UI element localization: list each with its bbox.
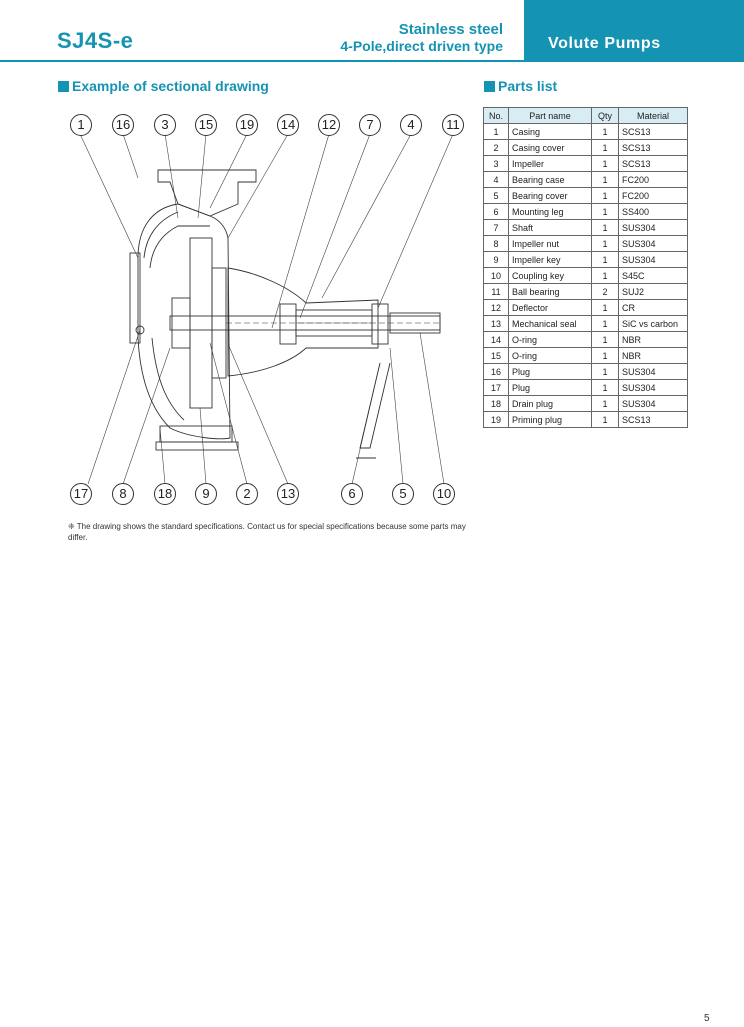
cell-material: FC200 bbox=[619, 188, 688, 204]
cell-qty: 1 bbox=[592, 364, 619, 380]
drawing-title-text: Example of sectional drawing bbox=[72, 78, 269, 94]
table-row bbox=[484, 268, 688, 284]
cell-part: Shaft bbox=[509, 220, 592, 236]
cell-qty: 1 bbox=[592, 220, 619, 236]
table-row bbox=[484, 300, 688, 316]
cell-no: 8 bbox=[484, 236, 509, 252]
cell-qty: 1 bbox=[592, 268, 619, 284]
table-row bbox=[484, 348, 688, 364]
col-part-name: Part name bbox=[509, 108, 592, 124]
cell-qty: 1 bbox=[592, 412, 619, 428]
leader-lines bbox=[80, 134, 453, 484]
cell-qty: 1 bbox=[592, 300, 619, 316]
col-material: Material bbox=[619, 108, 688, 124]
table-row bbox=[484, 156, 688, 172]
header-rule bbox=[0, 60, 744, 62]
table-row bbox=[484, 172, 688, 188]
cell-qty: 2 bbox=[592, 284, 619, 300]
cell-part: O-ring bbox=[509, 348, 592, 364]
cell-material: SiC vs carbon bbox=[619, 316, 688, 332]
cell-qty: 1 bbox=[592, 316, 619, 332]
cell-qty: 1 bbox=[592, 396, 619, 412]
square-bullet-icon bbox=[58, 81, 69, 92]
cell-part: Ball bearing bbox=[509, 284, 592, 300]
cell-material: SCS13 bbox=[619, 412, 688, 428]
callout-1: 1 bbox=[70, 114, 92, 136]
cell-qty: 1 bbox=[592, 140, 619, 156]
cell-no: 5 bbox=[484, 188, 509, 204]
cell-part: Casing bbox=[509, 124, 592, 140]
cell-part: Coupling key bbox=[509, 268, 592, 284]
model-name: SJ4S-e bbox=[57, 28, 134, 53]
callout-11: 11 bbox=[442, 114, 464, 136]
cell-qty: 1 bbox=[592, 172, 619, 188]
cell-part: Priming plug bbox=[509, 412, 592, 428]
cell-no: 4 bbox=[484, 172, 509, 188]
callout-8: 8 bbox=[112, 483, 134, 505]
cell-part: O-ring bbox=[509, 332, 592, 348]
table-row bbox=[484, 364, 688, 380]
cell-qty: 1 bbox=[592, 236, 619, 252]
parts-title-text: Parts list bbox=[498, 78, 558, 94]
cell-no: 12 bbox=[484, 300, 509, 316]
drawing-note: ❈ The drawing shows the standard specifications. Contact us for special specifications because some parts may differ. bbox=[68, 522, 466, 542]
cell-material: NBR bbox=[619, 348, 688, 364]
cell-no: 14 bbox=[484, 332, 509, 348]
bearing-case bbox=[228, 268, 388, 376]
cell-material: SUS304 bbox=[619, 236, 688, 252]
table-row bbox=[484, 220, 688, 236]
table-row bbox=[484, 316, 688, 332]
parts-section-title bbox=[484, 78, 557, 94]
cell-material: SCS13 bbox=[619, 140, 688, 156]
cell-no: 15 bbox=[484, 348, 509, 364]
table-row bbox=[484, 204, 688, 220]
cell-material: SCS13 bbox=[619, 156, 688, 172]
cell-material: SUS304 bbox=[619, 364, 688, 380]
table-row bbox=[484, 252, 688, 268]
cell-no: 16 bbox=[484, 364, 509, 380]
cell-material: FC200 bbox=[619, 172, 688, 188]
cell-material: NBR bbox=[619, 332, 688, 348]
table-row bbox=[484, 188, 688, 204]
table-row bbox=[484, 140, 688, 156]
table-row bbox=[484, 284, 688, 300]
callout-18: 18 bbox=[154, 483, 176, 505]
cell-material: SUS304 bbox=[619, 380, 688, 396]
cell-part: Bearing case bbox=[509, 172, 592, 188]
cell-qty: 1 bbox=[592, 380, 619, 396]
table-row bbox=[484, 396, 688, 412]
cell-qty: 1 bbox=[592, 332, 619, 348]
cell-material: SUS304 bbox=[619, 396, 688, 412]
callout-16: 16 bbox=[112, 114, 134, 136]
cell-no: 17 bbox=[484, 380, 509, 396]
cell-part: Impeller key bbox=[509, 252, 592, 268]
cell-no: 10 bbox=[484, 268, 509, 284]
cell-qty: 1 bbox=[592, 188, 619, 204]
table-row bbox=[484, 412, 688, 428]
mounting-leg bbox=[356, 363, 390, 458]
cell-no: 9 bbox=[484, 252, 509, 268]
parts-table bbox=[483, 107, 688, 428]
cell-part: Mounting leg bbox=[509, 204, 592, 220]
cell-qty: 1 bbox=[592, 156, 619, 172]
cell-qty: 1 bbox=[592, 124, 619, 140]
callout-2: 2 bbox=[236, 483, 258, 505]
cell-part: Plug bbox=[509, 364, 592, 380]
page-number: 5 bbox=[704, 1013, 710, 1024]
callout-6: 6 bbox=[341, 483, 363, 505]
product-subtitle bbox=[340, 21, 503, 55]
callout-4: 4 bbox=[400, 114, 422, 136]
table-row bbox=[484, 236, 688, 252]
cell-part: Bearing cover bbox=[509, 188, 592, 204]
callout-10: 10 bbox=[433, 483, 455, 505]
callout-17: 17 bbox=[70, 483, 92, 505]
subtitle-line-2: 4-Pole,direct driven type bbox=[340, 38, 503, 54]
callout-3: 3 bbox=[154, 114, 176, 136]
subtitle-line-1: Stainless steel bbox=[398, 21, 503, 38]
table-row bbox=[484, 124, 688, 140]
cell-no: 1 bbox=[484, 124, 509, 140]
cell-no: 6 bbox=[484, 204, 509, 220]
pump-section-diagram bbox=[60, 108, 480, 510]
page-header bbox=[0, 0, 744, 62]
cell-material: SUJ2 bbox=[619, 284, 688, 300]
table-row bbox=[484, 380, 688, 396]
col-no: No. bbox=[484, 108, 509, 124]
cell-no: 2 bbox=[484, 140, 509, 156]
cell-material: SS400 bbox=[619, 204, 688, 220]
callout-15: 15 bbox=[195, 114, 217, 136]
cell-no: 3 bbox=[484, 156, 509, 172]
cell-part: Mechanical seal bbox=[509, 316, 592, 332]
callout-7: 7 bbox=[359, 114, 381, 136]
cell-part: Deflector bbox=[509, 300, 592, 316]
cell-no: 13 bbox=[484, 316, 509, 332]
category-label: Volute Pumps bbox=[548, 35, 661, 52]
callout-14: 14 bbox=[277, 114, 299, 136]
impeller bbox=[136, 238, 226, 408]
square-bullet-icon bbox=[484, 81, 495, 92]
cell-material: SUS304 bbox=[619, 220, 688, 236]
cell-qty: 1 bbox=[592, 204, 619, 220]
cell-material: SUS304 bbox=[619, 252, 688, 268]
cell-part: Casing cover bbox=[509, 140, 592, 156]
cell-part: Impeller nut bbox=[509, 236, 592, 252]
cell-no: 19 bbox=[484, 412, 509, 428]
callout-12: 12 bbox=[318, 114, 340, 136]
cell-no: 7 bbox=[484, 220, 509, 236]
callout-5: 5 bbox=[392, 483, 414, 505]
parts-table-header bbox=[484, 108, 688, 124]
cell-part: Drain plug bbox=[509, 396, 592, 412]
callout-9: 9 bbox=[195, 483, 217, 505]
cell-material: SCS13 bbox=[619, 124, 688, 140]
cell-no: 18 bbox=[484, 396, 509, 412]
col-qty: Qty bbox=[592, 108, 619, 124]
sectional-drawing bbox=[60, 108, 480, 510]
cell-part: Plug bbox=[509, 380, 592, 396]
cell-qty: 1 bbox=[592, 252, 619, 268]
cell-no: 11 bbox=[484, 284, 509, 300]
cell-part: Impeller bbox=[509, 156, 592, 172]
callout-13: 13 bbox=[277, 483, 299, 505]
cell-material: CR bbox=[619, 300, 688, 316]
callout-19: 19 bbox=[236, 114, 258, 136]
cell-material: S45C bbox=[619, 268, 688, 284]
category-banner bbox=[524, 0, 744, 60]
drawing-section-title bbox=[58, 78, 269, 94]
cell-qty: 1 bbox=[592, 348, 619, 364]
table-row bbox=[484, 332, 688, 348]
